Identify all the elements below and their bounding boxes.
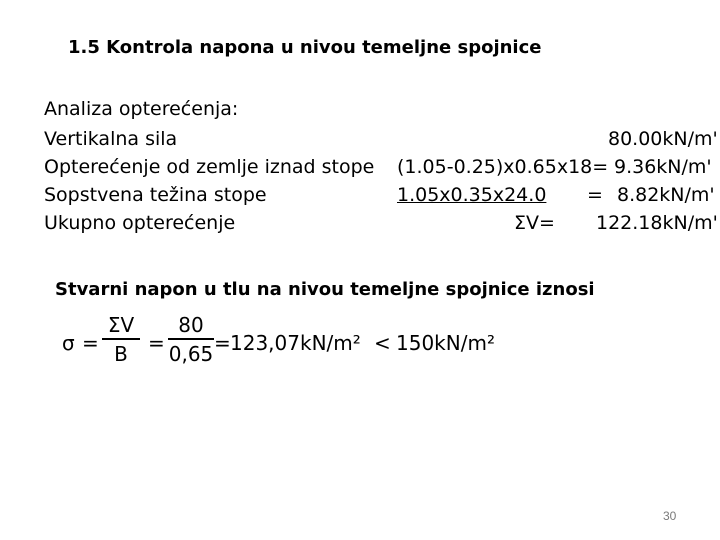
row-expression: (1.05-0.25)x0.65x18= (397, 156, 609, 178)
equals-sign: = (214, 331, 231, 355)
row-label: Opterećenje od zemlje iznad stope (44, 156, 375, 178)
row-expression: ΣV= (514, 212, 555, 234)
row-label: Ukupno opterećenje (44, 212, 236, 234)
fraction-denominator: 0,65 (168, 341, 214, 366)
row-value: 80.00kN/m' (608, 128, 718, 150)
row-expression-underlined (397, 186, 720, 205)
fraction-sumv-over-b (102, 315, 140, 364)
fraction-numerator: ΣV (107, 313, 135, 337)
section-heading: 1.5 Kontrola napona u nivou temeljne spojnice (68, 37, 542, 58)
row-label: Sopstvena težina stope (44, 184, 267, 206)
stress-result: 123,07kN/m² (230, 331, 361, 355)
row-equals: = (587, 184, 603, 206)
less-than-sign: < (374, 331, 391, 355)
allowable-stress: 150kN/m² (396, 331, 495, 355)
sigma-symbol: σ (62, 331, 75, 355)
row-label: Vertikalna sila (44, 128, 178, 150)
fraction-bar (168, 338, 214, 340)
equals-sign: = (148, 331, 165, 355)
stress-subheading: Stvarni napon u tlu na nivou temeljne spojnice iznosi (55, 279, 595, 300)
row-value: 9.36kN/m' (614, 156, 712, 178)
fraction-bar (102, 338, 140, 340)
fraction-denominator: B (114, 341, 128, 366)
analysis-title: Analiza opterećenja: (44, 98, 239, 120)
row-value: 122.18kN/m' (596, 212, 718, 234)
page-number: 30 (663, 509, 677, 523)
row-value: 8.82kN/m' (617, 184, 715, 206)
row-expression: 1.05x0.35x24.0 (397, 184, 547, 206)
fraction-numerator: 80 (178, 313, 204, 337)
equals-sign: = (82, 331, 99, 355)
fraction-80-over-065 (168, 315, 214, 364)
